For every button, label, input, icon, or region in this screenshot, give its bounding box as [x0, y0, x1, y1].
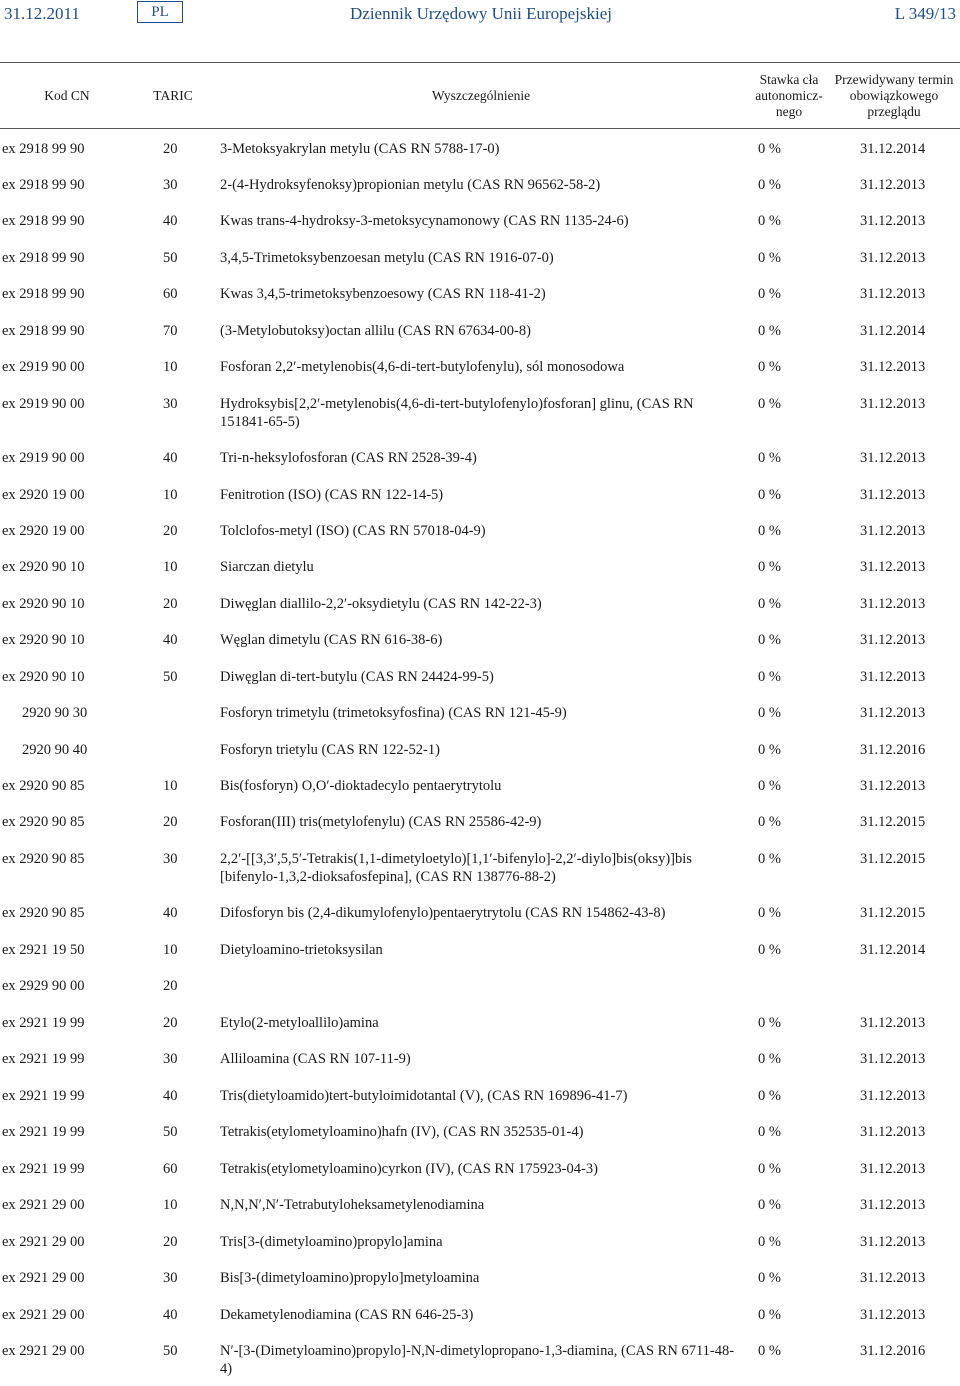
review-date-cell: 31.12.2013	[860, 559, 926, 575]
taric-code-cell: 10	[163, 778, 178, 794]
review-date-cell: 31.12.2016	[860, 742, 926, 758]
duty-rate-cell: 0 %	[758, 1343, 781, 1359]
review-date-cell: 31.12.2015	[860, 814, 926, 830]
description-cell: Alliloamina (CAS RN 107-11-9)	[220, 1051, 411, 1067]
cn-code-cell: ex 2920 19 00	[2, 487, 85, 503]
description-cell: N,N,N′,N′-Tetrabutyloheksametylenodiamina	[220, 1197, 485, 1213]
cn-code-cell: ex 2920 90 10	[2, 669, 85, 685]
cn-code-cell: ex 2918 99 90	[2, 213, 85, 229]
cn-code-cell: ex 2921 19 99	[2, 1161, 85, 1177]
taric-code-cell: 30	[163, 851, 178, 867]
column-header-description: Wyszczególnienie	[431, 87, 531, 103]
duty-rate-cell: 0 %	[758, 596, 781, 612]
duty-rate-cell: 0 %	[758, 1015, 781, 1031]
duty-rate-cell: 0 %	[758, 942, 781, 958]
cn-code-cell: ex 2921 19 99	[2, 1088, 85, 1104]
taric-code-cell: 40	[163, 1307, 178, 1323]
cn-code-cell: ex 2921 29 00	[2, 1234, 85, 1250]
review-date-cell: 31.12.2013	[860, 250, 926, 266]
cn-code-cell: ex 2919 90 00	[2, 396, 85, 412]
description-cell: N′-[3-(Dimetyloamino)propylo]-N,N-dimetylopropano-1,3-diamina, (CAS RN 6711-48-4)	[220, 1343, 735, 1377]
cn-code-cell: ex 2920 90 10	[2, 632, 85, 648]
description-cell: Fosforyn trimetylu (trimetoksyfosfina) (CAS RN 121-45-9)	[220, 705, 567, 721]
duty-rate-cell: 0 %	[758, 1197, 781, 1213]
duty-rate-cell: 0 %	[758, 1051, 781, 1067]
taric-code-cell: 40	[163, 450, 178, 466]
taric-code-cell: 20	[163, 978, 178, 994]
cn-code-cell: ex 2918 99 90	[2, 250, 85, 266]
taric-code-cell: 60	[163, 286, 178, 302]
taric-code-cell: 20	[163, 596, 178, 612]
cn-code-cell: ex 2929 90 00	[2, 978, 85, 994]
description-cell: Hydroksybis[2,2′-metylenobis(4,6-di-tert-butylofenylo)fosforan] glinu, (CAS RN 151841-65-5)	[220, 396, 694, 430]
description-cell: (3-Metylobutoksy)octan allilu (CAS RN 67634-00-8)	[220, 323, 531, 339]
taric-code-cell: 40	[163, 632, 178, 648]
cn-code-cell: ex 2921 29 00	[2, 1197, 85, 1213]
taric-code-cell: 10	[163, 942, 178, 958]
review-date-cell: 31.12.2013	[860, 177, 926, 193]
cn-code-cell: ex 2920 90 10	[2, 559, 85, 575]
review-date-cell: 31.12.2013	[860, 1270, 926, 1286]
duty-rate-cell: 0 %	[758, 323, 781, 339]
taric-code-cell: 50	[163, 1343, 178, 1359]
cn-code-cell: ex 2918 99 90	[2, 141, 85, 157]
review-date-cell: 31.12.2013	[860, 1307, 926, 1323]
cn-code-cell: ex 2920 90 85	[2, 851, 85, 867]
duty-rate-cell: 0 %	[758, 778, 781, 794]
taric-code-cell: 20	[163, 141, 178, 157]
taric-code-cell: 30	[163, 1051, 178, 1067]
review-date-cell: 31.12.2013	[860, 1015, 926, 1031]
description-cell: 3-Metoksyakrylan metylu (CAS RN 5788-17-0)	[220, 141, 500, 157]
cn-code-cell: ex 2920 90 85	[2, 905, 85, 921]
description-cell: Bis[3-(dimetyloamino)propylo]metyloamina	[220, 1270, 480, 1286]
duty-rate-cell: 0 %	[758, 1234, 781, 1250]
description-cell: Fenitrotion (ISO) (CAS RN 122-14-5)	[220, 487, 444, 503]
duty-rate-cell: 0 %	[758, 141, 781, 157]
taric-code-cell: 40	[163, 1088, 178, 1104]
taric-code-cell: 30	[163, 396, 178, 412]
column-header-taric: TARIC	[153, 87, 193, 103]
duty-rate-cell: 0 %	[758, 742, 781, 758]
taric-code-cell: 10	[163, 1197, 178, 1213]
review-date-cell: 31.12.2013	[860, 359, 926, 375]
duty-rate-cell: 0 %	[758, 359, 781, 375]
cn-code-cell: ex 2919 90 00	[2, 450, 85, 466]
publication-date: 31.12.2011	[4, 4, 80, 23]
language-badge: PL	[137, 1, 183, 23]
taric-code-cell: 60	[163, 1161, 178, 1177]
taric-code-cell: 20	[163, 814, 178, 830]
duty-rate-cell: 0 %	[758, 1124, 781, 1140]
taric-code-cell: 10	[163, 487, 178, 503]
taric-code-cell: 50	[163, 669, 178, 685]
cn-code-cell: ex 2921 19 99	[2, 1124, 85, 1140]
cn-code-cell: ex 2921 29 00	[2, 1270, 85, 1286]
cn-code-cell: ex 2921 29 00	[2, 1307, 85, 1323]
page-reference: L 349/13	[894, 4, 956, 23]
review-date-cell: 31.12.2016	[860, 1343, 926, 1359]
description-cell: Dietyloamino-trietoksysilan	[220, 942, 383, 958]
review-date-cell: 31.12.2014	[860, 942, 926, 958]
review-date-cell: 31.12.2013	[860, 1088, 926, 1104]
review-date-cell: 31.12.2013	[860, 1197, 926, 1213]
taric-code-cell: 10	[163, 559, 178, 575]
taric-code-cell: 70	[163, 323, 178, 339]
review-date-cell: 31.12.2013	[860, 286, 926, 302]
description-cell: Kwas trans-4-hydroksy-3-metoksycynamonowy (CAS RN 1135-24-6)	[220, 213, 629, 229]
review-date-cell: 31.12.2013	[860, 778, 926, 794]
review-date-cell: 31.12.2014	[860, 323, 926, 339]
review-date-cell: 31.12.2013	[860, 523, 926, 539]
review-date-cell: 31.12.2013	[860, 1234, 926, 1250]
description-cell: Siarczan dietylu	[220, 559, 314, 575]
cn-code-cell: 2920 90 30	[22, 705, 88, 721]
description-cell: Tris(dietyloamido)tert-butyloimidotantal (V), (CAS RN 169896-41-7)	[220, 1088, 628, 1104]
taric-code-cell: 30	[163, 177, 178, 193]
taric-code-cell: 20	[163, 1234, 178, 1250]
description-cell: Diwęglan di-tert-butylu (CAS RN 24424-99-5)	[220, 669, 494, 685]
description-cell: Fosforan(III) tris(metylofenylu) (CAS RN 25586-42-9)	[220, 814, 542, 830]
review-date-cell: 31.12.2013	[860, 596, 926, 612]
duty-rate-cell: 0 %	[758, 487, 781, 503]
description-cell: 2,2′-[[3,3′,5,5′-Tetrakis(1,1-dimetyloetylo)[1,1′-bifenylo]-2,2′-diylo]bis(oksy)]bis [bifenylo-1,3,2-dioksafosfepina], (CAS RN 138776-88-2)	[220, 851, 692, 885]
duty-rate-cell: 0 %	[758, 905, 781, 921]
description-cell: Difosforyn bis (2,4-dikumylofenylo)pentaerytrytolu (CAS RN 154862-43-8)	[220, 905, 666, 921]
duty-rate-cell: 0 %	[758, 1270, 781, 1286]
cn-code-cell: ex 2921 19 99	[2, 1015, 85, 1031]
duty-rate-cell: 0 %	[758, 1307, 781, 1323]
taric-code-cell: 20	[163, 523, 178, 539]
taric-code-cell: 50	[163, 250, 178, 266]
cn-code-cell: ex 2918 99 90	[2, 323, 85, 339]
description-cell: Tris[3-(dimetyloamino)propylo]amina	[220, 1234, 443, 1250]
cn-code-cell: ex 2920 19 00	[2, 523, 85, 539]
duty-rate-cell: 0 %	[758, 213, 781, 229]
description-cell: Tolclofos-metyl (ISO) (CAS RN 57018-04-9)	[220, 523, 486, 539]
review-date-cell: 31.12.2013	[860, 487, 926, 503]
duty-rate-cell: 0 %	[758, 396, 781, 412]
description-cell: Etylo(2-metyloallilo)amina	[220, 1015, 379, 1031]
taric-code-cell: 40	[163, 213, 178, 229]
cn-code-cell: ex 2918 99 90	[2, 177, 85, 193]
duty-rate-cell: 0 %	[758, 450, 781, 466]
taric-code-cell: 20	[163, 1015, 178, 1031]
duty-rate-cell: 0 %	[758, 250, 781, 266]
column-header-cn: Kod CN	[44, 87, 90, 103]
taric-code-cell: 30	[163, 1270, 178, 1286]
description-cell: Diwęglan diallilo-2,2′-oksydietylu (CAS RN 142-22-3)	[220, 596, 542, 612]
taric-code-cell: 10	[163, 359, 178, 375]
duty-rate-cell: 0 %	[758, 177, 781, 193]
taric-code-cell: 40	[163, 905, 178, 921]
cn-code-cell: ex 2921 19 50	[2, 942, 85, 958]
description-cell: 3,4,5-Trimetoksybenzoesan metylu (CAS RN 1916-07-0)	[220, 250, 554, 266]
cn-code-cell: ex 2921 29 00	[2, 1343, 85, 1359]
cn-code-cell: 2920 90 40	[22, 742, 88, 758]
duty-rate-cell: 0 %	[758, 669, 781, 685]
duty-rate-cell: 0 %	[758, 851, 781, 867]
review-date-cell: 31.12.2013	[860, 396, 926, 412]
description-cell: Bis(fosforyn) O,O′-dioktadecylo pentaerytrytolu	[220, 778, 502, 794]
description-cell: 2-(4-Hydroksyfenoksy)propionian metylu (CAS RN 96562-58-2)	[220, 177, 601, 193]
description-cell: Węglan dimetylu (CAS RN 616-38-6)	[220, 632, 443, 648]
journal-title: Dziennik Urzędowy Unii Europejskiej	[350, 4, 613, 23]
description-cell: Fosforan 2,2′-metylenobis(4,6-di-tert-butylofenylu), sól monosodowa	[220, 359, 625, 375]
description-cell: Dekametylenodiamina (CAS RN 646-25-3)	[220, 1307, 474, 1323]
cn-code-cell: ex 2921 19 99	[2, 1051, 85, 1067]
review-date-cell: 31.12.2013	[860, 450, 926, 466]
cn-code-cell: ex 2920 90 85	[2, 814, 85, 830]
description-cell: Fosforyn trietylu (CAS RN 122-52-1)	[220, 742, 440, 758]
cn-code-cell: ex 2919 90 00	[2, 359, 85, 375]
review-date-cell: 31.12.2014	[860, 141, 926, 157]
column-header-review-date: Przewidywany termin obowiązkowego przeglądu	[834, 71, 954, 119]
duty-rate-cell: 0 %	[758, 523, 781, 539]
cn-code-cell: ex 2920 90 10	[2, 596, 85, 612]
cn-code-cell: ex 2918 99 90	[2, 286, 85, 302]
description-cell: Tetrakis(etylometyloamino)hafn (IV), (CAS RN 352535-01-4)	[220, 1124, 584, 1140]
duty-rate-cell: 0 %	[758, 632, 781, 648]
cn-code-cell: ex 2920 90 85	[2, 778, 85, 794]
review-date-cell: 31.12.2013	[860, 1124, 926, 1140]
column-header-duty-rate: Stawka cła autonomicz-nego	[755, 71, 823, 119]
duty-rate-cell: 0 %	[758, 559, 781, 575]
taric-code-cell: 50	[163, 1124, 178, 1140]
review-date-cell: 31.12.2013	[860, 1051, 926, 1067]
duty-rate-cell: 0 %	[758, 1161, 781, 1177]
review-date-cell: 31.12.2013	[860, 705, 926, 721]
review-date-cell: 31.12.2015	[860, 905, 926, 921]
description-cell: Tetrakis(etylometyloamino)cyrkon (IV), (CAS RN 175923-04-3)	[220, 1161, 598, 1177]
duty-rate-cell: 0 %	[758, 286, 781, 302]
description-cell: Kwas 3,4,5-trimetoksybenzoesowy (CAS RN 118-41-2)	[220, 286, 546, 302]
duty-rate-cell: 0 %	[758, 814, 781, 830]
review-date-cell: 31.12.2013	[860, 213, 926, 229]
duty-rate-cell: 0 %	[758, 1088, 781, 1104]
review-date-cell: 31.12.2013	[860, 1161, 926, 1177]
review-date-cell: 31.12.2013	[860, 632, 926, 648]
description-cell: Tri-n-heksylofosforan (CAS RN 2528-39-4)	[220, 450, 477, 466]
review-date-cell: 31.12.2013	[860, 669, 926, 685]
review-date-cell: 31.12.2015	[860, 851, 926, 867]
duty-rate-cell: 0 %	[758, 705, 781, 721]
